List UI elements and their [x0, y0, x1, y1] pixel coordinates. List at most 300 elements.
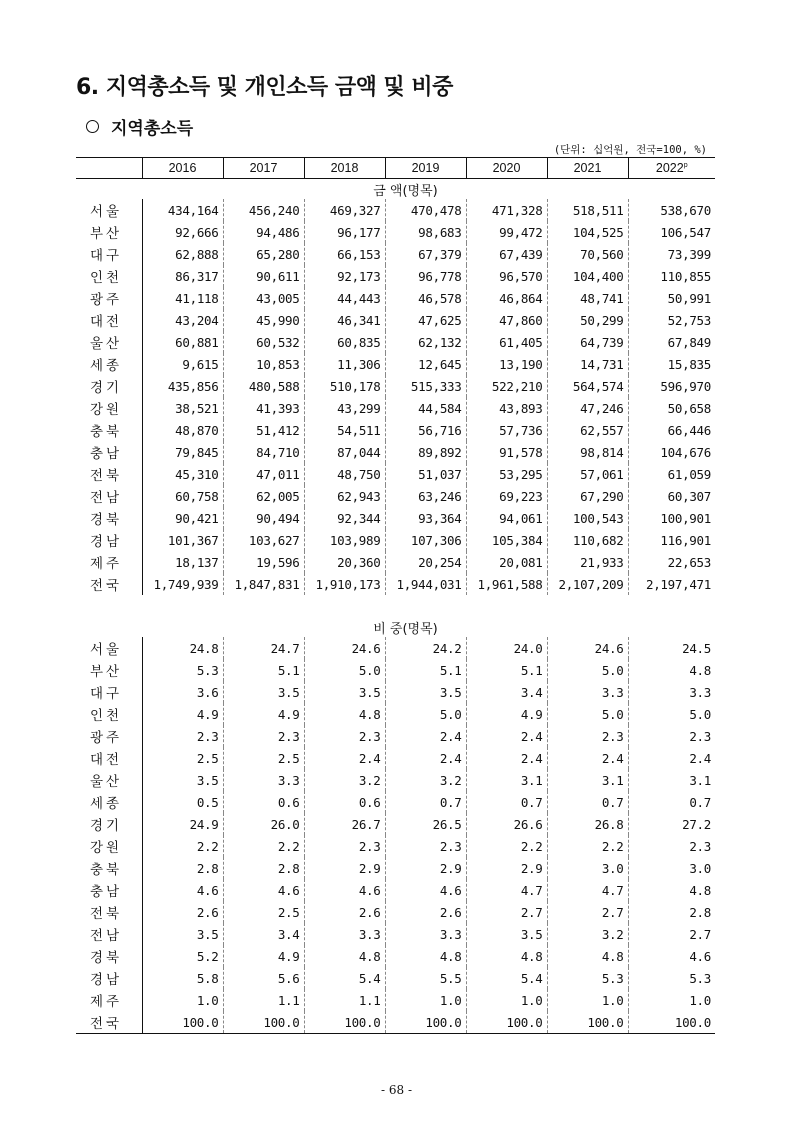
value-cell: 63,246 [385, 485, 466, 507]
value-cell: 43,893 [466, 397, 547, 419]
value-cell: 84,710 [223, 441, 304, 463]
table-row [76, 725, 715, 747]
value-cell: 11,306 [304, 353, 385, 375]
table-row [76, 309, 715, 331]
table-row [76, 769, 715, 791]
table-row [76, 199, 715, 221]
table-row [76, 923, 715, 945]
value-cell: 103,989 [304, 529, 385, 551]
circle-bullet-icon [86, 120, 99, 133]
value-cell: 2.5 [223, 747, 304, 769]
value-cell: 2.6 [142, 901, 223, 923]
value-cell: 2.3 [223, 725, 304, 747]
value-cell: 60,881 [142, 331, 223, 353]
value-cell: 24.9 [142, 813, 223, 835]
table-row [76, 375, 715, 397]
value-cell: 4.7 [547, 879, 628, 901]
table-row [76, 221, 715, 243]
value-cell: 100.0 [547, 1011, 628, 1034]
value-cell: 434,164 [142, 199, 223, 221]
value-cell: 12,645 [385, 353, 466, 375]
value-cell: 20,081 [466, 551, 547, 573]
value-cell: 3.0 [689, 860, 711, 876]
value-cell: 3.5 [142, 769, 223, 791]
value-cell: 2.3 [304, 725, 385, 747]
value-cell: 48,870 [142, 419, 223, 441]
table-row [76, 1011, 715, 1034]
value-cell: 107,306 [385, 529, 466, 551]
value-cell: 62,943 [304, 485, 385, 507]
value-cell: 522,210 [466, 375, 547, 397]
region-name: 강원 [76, 397, 142, 419]
value-cell: 96,778 [385, 265, 466, 287]
table-row [76, 747, 715, 769]
section-gap [76, 595, 715, 617]
value-cell: 3.5 [304, 681, 385, 703]
region-name: 전국 [76, 1011, 142, 1034]
value-cell: 2.9 [466, 857, 547, 879]
value-cell: 96,570 [466, 265, 547, 287]
value-cell: 469,327 [304, 199, 385, 221]
region-name: 경북 [76, 945, 142, 967]
value-cell: 4.8 [689, 882, 711, 898]
table-row [76, 265, 715, 287]
value-cell: 14,731 [547, 353, 628, 375]
value-cell: 103,627 [223, 529, 304, 551]
region-name: 충북 [76, 419, 142, 441]
value-cell: 45,310 [142, 463, 223, 485]
value-cell: 93,364 [385, 507, 466, 529]
value-cell: 48,741 [547, 287, 628, 309]
value-cell: 47,246 [547, 397, 628, 419]
value-cell: 2.5 [223, 901, 304, 923]
value-cell: 47,625 [385, 309, 466, 331]
table-row [76, 529, 715, 551]
region-name: 충남 [76, 879, 142, 901]
value-cell: 99,472 [466, 221, 547, 243]
value-cell: 3.0 [547, 857, 628, 879]
value-cell: 98,683 [385, 221, 466, 243]
value-cell: 0.7 [466, 791, 547, 813]
value-cell: 73,399 [667, 246, 711, 262]
value-cell: 0.6 [304, 791, 385, 813]
value-cell: 67,439 [466, 243, 547, 265]
value-cell: 2.9 [385, 857, 466, 879]
value-cell: 92,666 [142, 221, 223, 243]
value-cell: 50,299 [547, 309, 628, 331]
value-cell: 79,845 [142, 441, 223, 463]
value-cell: 0.7 [385, 791, 466, 813]
value-cell: 5.0 [689, 706, 711, 722]
value-cell: 1,961,588 [466, 573, 547, 595]
value-cell: 2.8 [689, 904, 711, 920]
value-cell: 100.0 [304, 1011, 385, 1034]
region-name: 세종 [76, 791, 142, 813]
value-cell: 4.8 [466, 945, 547, 967]
region-name: 서울 [76, 199, 142, 221]
region-name: 전남 [76, 485, 142, 507]
value-cell: 1.0 [385, 989, 466, 1011]
value-cell: 2.2 [547, 835, 628, 857]
value-cell: 1.1 [223, 989, 304, 1011]
value-cell: 2.8 [223, 857, 304, 879]
value-cell: 69,223 [466, 485, 547, 507]
value-cell: 1,847,831 [223, 573, 304, 595]
region-name: 세종 [76, 353, 142, 375]
header-year: 2018 [304, 158, 385, 179]
value-cell: 67,849 [667, 334, 711, 350]
region-name: 제주 [76, 551, 142, 573]
value-cell: 100.0 [142, 1011, 223, 1034]
value-cell: 94,061 [466, 507, 547, 529]
value-cell: 3.3 [547, 681, 628, 703]
value-cell: 5.0 [304, 659, 385, 681]
gap-cell [76, 595, 715, 617]
value-cell: 116,901 [660, 532, 711, 548]
value-cell: 9,615 [142, 353, 223, 375]
section-subtitle [86, 114, 193, 139]
value-cell: 38,521 [142, 397, 223, 419]
value-cell: 471,328 [466, 199, 547, 221]
region-name: 경남 [76, 529, 142, 551]
value-cell: 46,864 [466, 287, 547, 309]
value-cell: 24.0 [466, 637, 547, 659]
value-cell: 480,588 [223, 375, 304, 397]
value-cell: 66,153 [304, 243, 385, 265]
value-cell: 2.9 [304, 857, 385, 879]
value-cell: 2.6 [385, 901, 466, 923]
value-cell: 24.5 [682, 640, 711, 656]
value-cell: 21,933 [547, 551, 628, 573]
region-name: 울산 [76, 331, 142, 353]
value-cell: 24.6 [304, 637, 385, 659]
region-name: 부산 [76, 221, 142, 243]
value-cell: 3.2 [385, 769, 466, 791]
value-cell: 89,892 [385, 441, 466, 463]
value-cell: 61,405 [466, 331, 547, 353]
table-row [76, 353, 715, 375]
value-cell: 3.1 [547, 769, 628, 791]
value-cell: 100.0 [223, 1011, 304, 1034]
income-table [76, 157, 715, 1034]
value-cell: 24.8 [142, 637, 223, 659]
value-cell: 4.8 [304, 945, 385, 967]
value-cell: 24.6 [547, 637, 628, 659]
value-cell: 3.5 [223, 681, 304, 703]
value-cell: 43,204 [142, 309, 223, 331]
value-cell: 5.0 [385, 703, 466, 725]
value-cell: 106,547 [660, 224, 711, 240]
value-cell: 94,486 [223, 221, 304, 243]
table-row [76, 879, 715, 901]
table-row [76, 441, 715, 463]
region-name: 인천 [76, 265, 142, 287]
value-cell: 518,511 [547, 199, 628, 221]
value-cell: 5.3 [142, 659, 223, 681]
value-cell: 5.0 [547, 659, 628, 681]
value-cell: 100.0 [385, 1011, 466, 1034]
region-name: 광주 [76, 725, 142, 747]
value-cell: 5.4 [304, 967, 385, 989]
value-cell: 46,578 [385, 287, 466, 309]
value-cell: 60,758 [142, 485, 223, 507]
value-cell: 53,295 [466, 463, 547, 485]
value-cell: 4.8 [304, 703, 385, 725]
table-row [76, 945, 715, 967]
value-cell: 41,118 [142, 287, 223, 309]
value-cell: 4.6 [142, 879, 223, 901]
value-cell: 1,944,031 [385, 573, 466, 595]
value-cell: 2.3 [385, 835, 466, 857]
table-row [76, 659, 715, 681]
value-cell: 3.3 [385, 923, 466, 945]
value-cell: 43,005 [223, 287, 304, 309]
value-cell: 90,611 [223, 265, 304, 287]
value-cell: 47,860 [466, 309, 547, 331]
value-cell: 2.3 [689, 728, 711, 744]
value-cell: 1,910,173 [304, 573, 385, 595]
value-cell: 2.3 [304, 835, 385, 857]
table-row [76, 901, 715, 923]
value-cell: 24.2 [385, 637, 466, 659]
value-cell: 2.4 [547, 747, 628, 769]
value-cell: 65,280 [223, 243, 304, 265]
region-name: 광주 [76, 287, 142, 309]
value-cell: 22,653 [667, 554, 711, 570]
page-number: - 68 - [380, 1083, 412, 1097]
region-name: 부산 [76, 659, 142, 681]
region-name: 울산 [76, 769, 142, 791]
value-cell: 1,749,939 [142, 573, 223, 595]
value-cell: 110,682 [547, 529, 628, 551]
value-cell: 1.1 [304, 989, 385, 1011]
value-cell: 1.0 [689, 992, 711, 1008]
value-cell: 3.5 [466, 923, 547, 945]
value-cell: 4.6 [304, 879, 385, 901]
value-cell: 2.3 [689, 838, 711, 854]
region-name: 전국 [76, 573, 142, 595]
table-row [76, 243, 715, 265]
value-cell: 50,658 [667, 400, 711, 416]
region-name: 서울 [76, 637, 142, 659]
section-label: 금 액(명목) [373, 183, 438, 199]
region-name: 경기 [76, 813, 142, 835]
value-cell: 24.7 [223, 637, 304, 659]
value-cell: 3.2 [547, 923, 628, 945]
value-cell: 104,400 [547, 265, 628, 287]
value-cell: 4.8 [385, 945, 466, 967]
subtitle-text: 지역총소득 [111, 119, 194, 139]
value-cell: 2.2 [223, 835, 304, 857]
value-cell: 86,317 [142, 265, 223, 287]
table-row [76, 791, 715, 813]
value-cell: 26.7 [304, 813, 385, 835]
region-name: 경남 [76, 967, 142, 989]
value-cell: 41,393 [223, 397, 304, 419]
value-cell: 98,814 [547, 441, 628, 463]
value-cell: 91,578 [466, 441, 547, 463]
value-cell: 52,753 [667, 312, 711, 328]
value-cell: 3.4 [466, 681, 547, 703]
value-cell: 5.2 [142, 945, 223, 967]
value-cell: 43,299 [304, 397, 385, 419]
value-cell: 66,446 [667, 422, 711, 438]
region-name: 대전 [76, 747, 142, 769]
value-cell: 5.3 [689, 970, 711, 986]
value-cell: 4.9 [466, 703, 547, 725]
value-cell: 3.5 [385, 681, 466, 703]
region-name: 경기 [76, 375, 142, 397]
value-cell: 0.7 [547, 791, 628, 813]
value-cell: 5.0 [547, 703, 628, 725]
table-row [76, 989, 715, 1011]
value-cell: 2.2 [466, 835, 547, 857]
value-cell: 57,061 [547, 463, 628, 485]
value-cell: 90,421 [142, 507, 223, 529]
value-cell: 2.3 [547, 725, 628, 747]
value-cell: 4.6 [223, 879, 304, 901]
value-cell: 26.8 [547, 813, 628, 835]
value-cell: 100,901 [660, 510, 711, 526]
value-cell: 3.3 [689, 684, 711, 700]
value-cell: 3.4 [223, 923, 304, 945]
region-name: 전남 [76, 923, 142, 945]
value-cell: 4.8 [547, 945, 628, 967]
region-name: 대구 [76, 243, 142, 265]
value-cell: 4.9 [142, 703, 223, 725]
value-cell: 0.7 [689, 794, 711, 810]
page-title: 6. 지역총소득 및 개인소득 금액 및 비중 [76, 75, 453, 100]
value-cell: 20,254 [385, 551, 466, 573]
value-cell: 62,557 [547, 419, 628, 441]
value-cell: 1.0 [547, 989, 628, 1011]
value-cell: 67,379 [385, 243, 466, 265]
value-cell: 26.6 [466, 813, 547, 835]
section-header-cell [76, 617, 715, 637]
table-row [76, 857, 715, 879]
value-cell: 105,384 [466, 529, 547, 551]
value-cell: 62,132 [385, 331, 466, 353]
value-cell: 60,307 [667, 488, 711, 504]
value-cell: 50,991 [667, 290, 711, 306]
section-label: 비 중(명목) [373, 621, 438, 637]
value-cell: 515,333 [385, 375, 466, 397]
value-cell: 596,970 [660, 378, 711, 394]
header-row [76, 158, 715, 179]
value-cell: 3.3 [304, 923, 385, 945]
table-row [76, 573, 715, 595]
value-cell: 2.7 [547, 901, 628, 923]
value-cell: 96,177 [304, 221, 385, 243]
value-cell: 2.4 [304, 747, 385, 769]
value-cell: 45,990 [223, 309, 304, 331]
header-year: 2021 [547, 158, 628, 179]
value-cell: 26.5 [385, 813, 466, 835]
region-name: 대전 [76, 309, 142, 331]
value-cell: 104,676 [660, 444, 711, 460]
value-cell: 100,543 [547, 507, 628, 529]
value-cell: 51,037 [385, 463, 466, 485]
value-cell: 2.4 [466, 725, 547, 747]
table-row [76, 813, 715, 835]
value-cell: 5.5 [385, 967, 466, 989]
value-cell: 0.6 [223, 791, 304, 813]
region-name: 충남 [76, 441, 142, 463]
value-cell: 2.4 [385, 725, 466, 747]
region-name: 인천 [76, 703, 142, 725]
value-cell: 3.5 [142, 923, 223, 945]
table-row [76, 287, 715, 309]
value-cell: 2.5 [142, 747, 223, 769]
header-year-label: 2022 [655, 161, 684, 175]
value-cell: 87,044 [304, 441, 385, 463]
value-cell: 27.2 [682, 816, 711, 832]
value-cell: 0.5 [142, 791, 223, 813]
value-cell: 4.6 [385, 879, 466, 901]
value-cell: 3.2 [304, 769, 385, 791]
value-cell: 564,574 [547, 375, 628, 397]
table-row [76, 419, 715, 441]
value-cell: 20,360 [304, 551, 385, 573]
value-cell: 110,855 [660, 268, 711, 284]
region-name: 경북 [76, 507, 142, 529]
value-cell: 92,344 [304, 507, 385, 529]
value-cell: 100.0 [628, 1011, 715, 1034]
value-cell: 4.9 [223, 945, 304, 967]
header-year: 2020 [466, 158, 547, 179]
value-cell: 92,173 [304, 265, 385, 287]
value-cell: 48,750 [304, 463, 385, 485]
value-cell: 26.0 [223, 813, 304, 835]
value-cell: 5.3 [547, 967, 628, 989]
value-cell: 2.4 [466, 747, 547, 769]
preliminary-mark: p [683, 161, 688, 169]
unit-note: (단위: 십억원, 전국=100, %) [553, 144, 707, 156]
value-cell: 70,560 [547, 243, 628, 265]
value-cell: 100.0 [466, 1011, 547, 1034]
value-cell: 15,835 [667, 356, 711, 372]
value-cell: 90,494 [223, 507, 304, 529]
value-cell: 2.7 [466, 901, 547, 923]
value-cell: 510,178 [304, 375, 385, 397]
table-row [76, 703, 715, 725]
value-cell: 456,240 [223, 199, 304, 221]
value-cell: 56,716 [385, 419, 466, 441]
region-name: 제주 [76, 989, 142, 1011]
header-year: 2016 [142, 158, 223, 179]
value-cell: 2.4 [385, 747, 466, 769]
value-cell: 1.0 [466, 989, 547, 1011]
value-cell: 2.6 [304, 901, 385, 923]
region-name: 전북 [76, 463, 142, 485]
value-cell: 3.6 [142, 681, 223, 703]
table-row [76, 397, 715, 419]
region-name: 충북 [76, 857, 142, 879]
region-name: 대구 [76, 681, 142, 703]
table-row [76, 507, 715, 529]
header-year: 2019 [385, 158, 466, 179]
value-cell: 44,443 [304, 287, 385, 309]
header-region [76, 158, 142, 179]
value-cell: 5.1 [466, 659, 547, 681]
value-cell: 1.0 [142, 989, 223, 1011]
value-cell: 13,190 [466, 353, 547, 375]
header-year: 2017 [223, 158, 304, 179]
value-cell: 5.6 [223, 967, 304, 989]
region-name: 전북 [76, 901, 142, 923]
value-cell: 470,478 [385, 199, 466, 221]
value-cell: 3.3 [223, 769, 304, 791]
